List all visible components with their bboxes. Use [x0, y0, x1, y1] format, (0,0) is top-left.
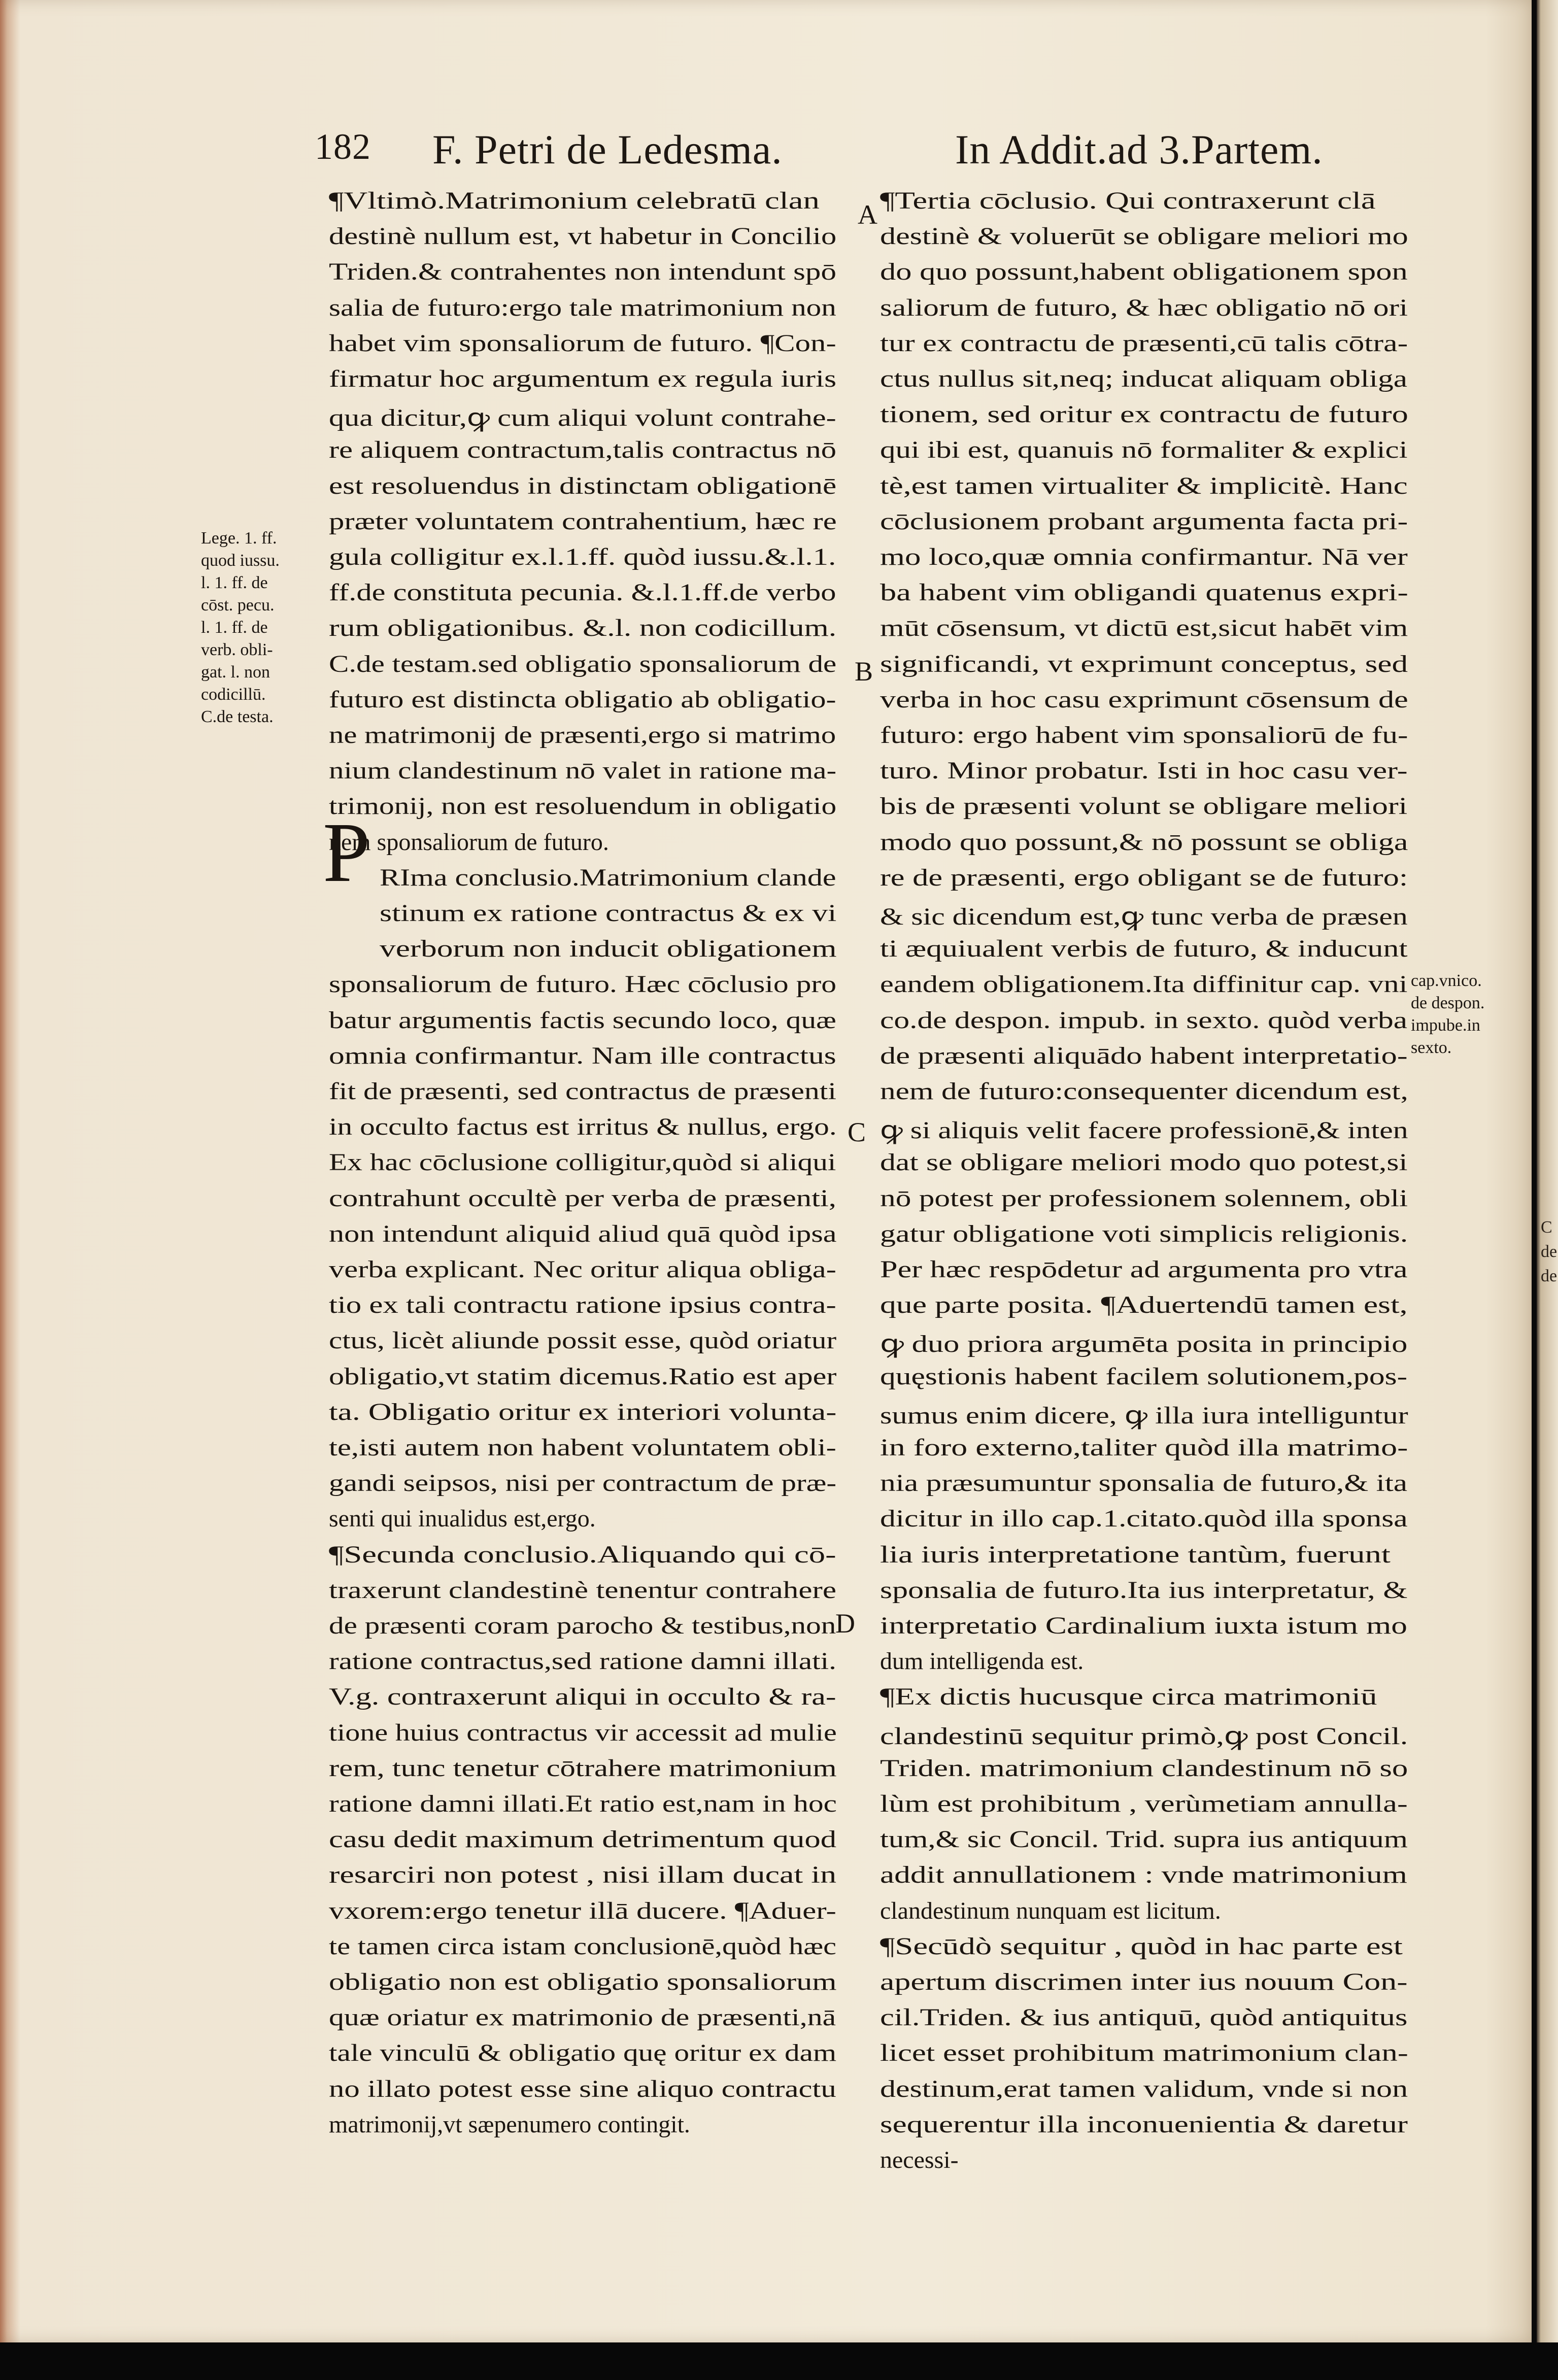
text-line: destinè nullum est, vt habetur in Concilio	[329, 223, 837, 250]
text-line: vxorem:ergo tenetur illā ducere. ¶Aduer-	[329, 1897, 836, 1924]
text-line: tionem, sed oritur ex contractu de futuro	[880, 401, 1408, 428]
text-line: salia de futuro:ergo tale matrimonium non	[329, 294, 836, 321]
text-line: omnia confirmantur. Nam ille contractus	[329, 1042, 836, 1069]
text-line: ff.de constituta pecunia. &.l.1.ff.de verbo	[329, 579, 836, 606]
text-line: dicitur in illo cap.1.citato.quòd illa sponsa	[880, 1505, 1408, 1533]
text-line: nō potest per professionem solennem, obli	[880, 1184, 1408, 1212]
text-line: nium clandestinum nō valet in ratione ma-	[329, 757, 837, 785]
text-line: rem, tunc tenetur cōtrahere matrimonium	[329, 1754, 837, 1782]
text-line: apertum discrimen inter ius nouum Con-	[880, 1968, 1408, 1995]
text-line: sponsaliorum de futuro. Hæc cōclusio pro	[329, 971, 837, 998]
text-line: ¶Secunda conclusio.Aliquando qui cō-	[329, 1541, 836, 1568]
text-line: mūt cōsensum, vt dictū est,sicut habēt vim	[880, 615, 1408, 642]
text-line: V.g. contraxerunt aliqui in occulto & ra-	[329, 1683, 836, 1711]
text-line: habet vim sponsaliorum de futuro. ¶Con-	[329, 329, 836, 357]
text-line: significandi, vt exprimunt conceptus, sed	[880, 650, 1408, 677]
text-line: necessi-	[880, 2147, 959, 2173]
page-number: 182	[315, 126, 371, 167]
text-line: tè,est tamen virtualiter & implicitè. Hanc	[880, 472, 1408, 499]
text-line: tale vinculū & obligatio quę oritur ex dam	[329, 2039, 837, 2067]
text-line: rum obligationibus. &.l. non codicillum.	[329, 615, 837, 642]
margin-note-line: l. 1. ff. de	[201, 573, 268, 592]
text-line: saliorum de futuro, & hæc obligatio nō ori	[880, 294, 1408, 321]
text-line: in occulto factus est irritus & nullus, ergo.	[329, 1113, 837, 1141]
text-line: RIma conclusio.Matrimonium clande	[380, 864, 836, 891]
text-line: ¶Ex dictis hucusque circa matrimoniū	[880, 1683, 1377, 1711]
next-page-edge	[1537, 0, 1558, 2342]
text-line: ratione damni illati.Et ratio est,nam in hoc	[329, 1790, 837, 1817]
text-line: trimonij, non est resoluendum in obligatio	[329, 793, 837, 820]
text-line: gula colligitur ex.l.1.ff. quòd iussu.&.l.1.	[329, 543, 836, 570]
margin-note-line: cap.vnico.	[1411, 971, 1482, 990]
text-line: sequerentur illa inconuenientia & daretur	[880, 2111, 1408, 2138]
text-line: verba explicant. Nec oritur aliqua obliga-	[329, 1256, 836, 1283]
text-line: lùm est prohibitum , verùmetiam annulla-	[880, 1790, 1408, 1817]
text-line: obligatio non est obligatio sponsaliorum	[329, 1968, 837, 1995]
text-line: ba habent vim obligandi quatenus expri-	[880, 579, 1408, 606]
text-line: tione huius contractus vir accessit ad mulie	[329, 1719, 837, 1746]
margin-note-line: gat. l. non	[201, 663, 270, 682]
text-line: co.de despon. impub. in sexto. quòd verba	[880, 1006, 1408, 1034]
text-line: qui ibi est, quanuis nō formaliter & explici	[880, 436, 1408, 464]
text-line: re de præsenti, ergo obligant se de futuro:	[880, 864, 1408, 891]
text-line: verba in hoc casu exprimunt cōsensum de	[880, 686, 1408, 713]
text-line: batur argumentis factis secundo loco, quæ	[329, 1006, 836, 1034]
text-line: clandestinū sequitur primò,ꝙ post Concil.	[880, 1722, 1408, 1750]
text-line: nem sponsaliorum de futuro.	[329, 828, 609, 856]
text-line: verborum non inducit obligationem	[380, 935, 837, 963]
text-line: modo quo possunt,& nō possunt se obliga	[880, 828, 1408, 856]
text-line: ratione contractus,sed ratione damni illati.	[329, 1648, 836, 1675]
text-line: dat se obligare meliori modo quo potest,si	[880, 1149, 1408, 1176]
text-line: obligatio,vt statim dicemus.Ratio est aper	[329, 1363, 837, 1390]
text-line: sponsalia de futuro.Ita ius interpretatur, &	[880, 1576, 1408, 1604]
text-line: tio ex tali contractu ratione ipsius contra-	[329, 1291, 836, 1319]
margin-note-line: C.de testa.	[201, 707, 274, 726]
text-line: destinum,erat tamen validum, vnde si non	[880, 2075, 1408, 2102]
text-line: Triden. matrimonium clandestinum nō so	[880, 1754, 1408, 1782]
text-line: ꝙ duo priora argumēta posita in principio	[880, 1331, 1408, 1358]
text-line: & sic dicendum est,ꝙ tunc verba de præsen	[880, 903, 1408, 930]
text-line: licet esset prohibitum matrimonium clan-	[880, 2039, 1408, 2067]
margin-note-line: quod iussu.	[201, 551, 280, 570]
text-line: in foro externo,taliter quòd illa matrimo-	[880, 1434, 1408, 1461]
text-line: interpretatio Cardinalium iuxta istum mo	[880, 1612, 1407, 1639]
text-line: quæ oriatur ex matrimonio de præsenti,nā	[329, 2004, 836, 2031]
text-line: futuro est distincta obligatio ab obligatio-	[329, 686, 836, 713]
next-page-fragment: de	[1541, 1242, 1557, 1261]
text-line: C.de testam.sed obligatio sponsaliorum de	[329, 650, 837, 677]
next-page-fragment: de	[1541, 1267, 1557, 1285]
text-line: dum intelligenda est.	[880, 1648, 1084, 1675]
text-line: Ex hac cōclusione colligitur,quòd si aliqui	[329, 1149, 836, 1176]
text-line: eandem obligationem.Ita diffinitur cap. vni	[880, 971, 1408, 998]
text-line: re aliquem contractum,talis contractus nō	[329, 436, 837, 464]
text-line: tur ex contractu de præsenti,cū talis cōtra-	[880, 329, 1408, 357]
text-line: te,isti autem non habent voluntatem obli-	[329, 1434, 836, 1461]
text-line: nia præsumuntur sponsalia de futuro,& ita	[880, 1470, 1408, 1497]
section-letter-c: C	[848, 1117, 866, 1147]
text-line: bis de præsenti volunt se obligare meliori	[880, 793, 1408, 820]
text-line: turo. Minor probatur. Isti in hoc casu ver-	[880, 757, 1408, 785]
text-line: te tamen circa istam conclusionē,quòd hæc	[329, 1932, 837, 1960]
margin-note-line: Lege. 1. ff.	[201, 529, 277, 548]
text-line: no illato potest esse sine aliquo contractu	[329, 2075, 836, 2102]
text-line: sumus enim dicere, ꝙ illa iura intelliguntur	[880, 1402, 1408, 1429]
text-line: stinum ex ratione contractus & ex vi	[380, 900, 837, 927]
margin-note-line: codicillū.	[201, 685, 266, 704]
text-line: que parte posita. ¶Aduertendū tamen est,	[880, 1291, 1408, 1319]
text-line: fit de præsenti, sed contractus de præsenti	[329, 1078, 836, 1105]
section-letter-d: D	[835, 1608, 855, 1639]
text-line: Triden.& contrahentes non intendunt spō	[329, 258, 836, 286]
text-line: ꝙ si aliquis velit facere professionē,& inten	[880, 1117, 1408, 1144]
text-line: ¶Vltimò.Matrimonium celebratū clan	[329, 187, 820, 214]
text-line: cōclusionem probant argumenta facta pri-	[880, 507, 1408, 535]
text-line: gatur obligatione voti simplicis religionis.	[880, 1220, 1408, 1247]
text-line: nem de futuro:consequenter dicendum est,	[880, 1078, 1408, 1105]
margin-note-line: verb. obli-	[201, 640, 273, 659]
text-line: ti æquiualent verbis de futuro, & inducunt	[880, 935, 1408, 963]
text-line: cil.Triden. & ius antiquū, quòd antiquitus	[880, 2004, 1408, 2031]
text-line: matrimonij,vt sæpenumero contingit.	[329, 2111, 690, 2138]
text-line: tum,& sic Concil. Trid. supra ius antiquum	[880, 1826, 1408, 1853]
text-line: non intendunt aliquid aliud quā quòd ipsa	[329, 1220, 837, 1247]
text-line: gandi seipsos, nisi per contractum de præ-	[329, 1470, 837, 1497]
text-line: ta. Obligatio oritur ex interiori volunta-	[329, 1398, 837, 1425]
margin-note-line: impube.in	[1411, 1016, 1480, 1035]
text-line: mo loco,quæ omnia confirmantur. Nā ver	[880, 543, 1408, 570]
margin-note-line: sexto.	[1411, 1038, 1452, 1057]
text-line: qua dicitur,ꝙ cum aliqui volunt contrahe-	[329, 404, 836, 432]
margin-note-line: de despon.	[1411, 994, 1485, 1012]
text-line: clandestinum nunquam est licitum.	[880, 1897, 1221, 1924]
text-line: traxerunt clandestinè tenentur contrahere	[329, 1576, 837, 1604]
text-line: lia iuris interpretatione tantùm, fuerunt	[880, 1541, 1391, 1568]
text-line: addit annullationem : vnde matrimonium	[880, 1861, 1407, 1889]
text-line: casu dedit maximum detrimentum quod	[329, 1826, 837, 1853]
text-line: destinè & voluerūt se obligare meliori mo	[880, 223, 1408, 250]
scan-bottom-border	[0, 2342, 1558, 2380]
text-line: ¶Tertia cōclusio. Qui contraxerunt clā	[880, 187, 1376, 214]
text-line: Per hæc respōdetur ad argumenta pro vtra	[880, 1256, 1408, 1283]
text-line: de præsenti coram parocho & testibus,non	[329, 1612, 836, 1639]
running-head-right: In Addit.ad 3.Partem.	[955, 126, 1323, 173]
text-line: contrahunt occultè per verba de præsenti,	[329, 1184, 836, 1212]
text-line: resarciri non potest , nisi illam ducat in	[329, 1861, 837, 1889]
text-line: futuro: ergo habent vim sponsaliorū de fu-	[880, 722, 1408, 749]
margin-note-line: l. 1. ff. de	[201, 618, 268, 637]
running-head-left: F. Petri de Ledesma.	[432, 126, 783, 173]
text-line: senti qui inualidus est,ergo.	[329, 1505, 596, 1533]
text-line: do quo possunt,habent obligationem spon	[880, 258, 1408, 286]
text-line: de præsenti aliquādo habent interpretatio-	[880, 1042, 1408, 1069]
drop-cap: P	[323, 805, 370, 900]
text-line: ne matrimonij de præsenti,ergo si matrimo	[329, 722, 836, 749]
text-line: ¶Secūdò sequitur , quòd in hac parte est	[880, 1932, 1403, 1960]
text-line: quęstionis habent facilem solutionem,pos-	[880, 1363, 1408, 1390]
section-letter-b: B	[855, 656, 873, 687]
next-page-fragment: C	[1541, 1218, 1552, 1237]
text-line: ctus, licèt aliunde possit esse, quòd oriatur	[329, 1327, 837, 1354]
margin-note-line: cōst. pecu.	[201, 596, 275, 615]
text-line: præter voluntatem contrahentium, hæc re	[329, 507, 837, 535]
text-line: firmatur hoc argumentum ex regula iuris	[329, 365, 837, 392]
text-line: ctus nullus sit,neq; inducat aliquam obliga	[880, 365, 1408, 392]
section-letter-a: A	[858, 199, 877, 230]
text-line: est resoluendus in distinctam obligationē	[329, 472, 837, 499]
